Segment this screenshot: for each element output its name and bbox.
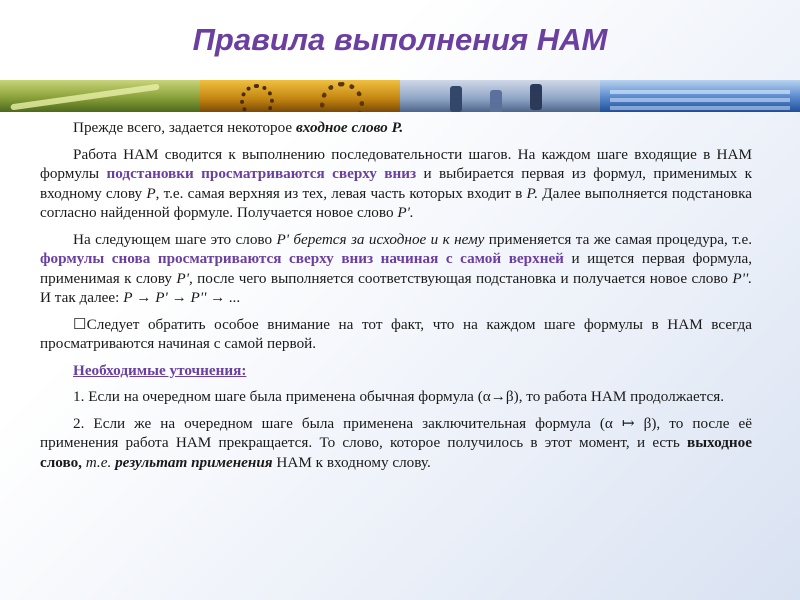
text: На следующем шаге это слово [73,230,277,248]
text: И так далее: [40,289,124,306]
symbol-p: Р [146,184,156,202]
slide-content [40,118,752,479]
text: и выбирается первая из формул, применимых к входному слову [40,165,752,202]
paragraph-next-step [40,230,752,308]
text: применяется та же самая процедура, т.е. [484,230,752,248]
text: , т.е. самая верхняя из тех, левая часть которых входит в [155,184,527,202]
text: Работа НАМ сводится к выполнению последовательности шагов. На каждом шаге входящие в НАМ формулы [40,145,752,182]
term-result: результат применения [115,453,273,471]
subheading-clarifications [40,361,752,381]
slide-title: Правила выполнения НАМ [192,22,608,57]
abbr-ie: т.е. [85,453,112,471]
paragraph-rule-1: 1. Если на очередном шаге была применена обычная формула (α→β), то работа НАМ продолжается. [73,388,725,405]
image-banner [0,80,800,112]
text: после чего выполняется соответствующая подстановка и получается новое слово [192,269,733,287]
highlight-rescan: формулы снова просматриваются сверху вниз начиная с самой верхней [40,250,564,267]
sequence-formula: Р → Р' → Р'' → ... [123,289,241,306]
symbol-p-prime: Р'. [397,204,414,221]
field-image [0,80,200,112]
symbol-p: Р. [526,184,539,202]
lab-image [400,80,600,112]
term-output-word: выходное слово, [40,434,752,471]
symbol-p-double-prime: Р''. [732,269,752,287]
term-input-word: входное слово Р. [295,119,404,136]
italic-phrase: Р' берется за исходное и к нему [276,230,485,248]
text: НАМ к входному слову. [272,453,431,471]
paragraph-input-word [40,118,752,138]
checkbox-bullet-icon: ☐ [73,315,87,333]
highlight-scan-order: подстановки просматриваются сверху вниз [106,165,417,182]
symbol-p-prime: Р', [176,269,193,287]
text: Далее выполняется подстановка согласно найденной формуле. Получается новое слово [40,184,752,221]
subheading-text: Необходимые уточнения: [73,361,247,379]
text: и ищется первая формула, применимая к слову [40,250,752,287]
note-text: Следует обратить особое внимание на тот факт, что на каждом шаге формулы в НАМ всегда просматриваются начиная с самой первой. [40,315,752,352]
paragraph-work [40,145,752,223]
gears-image [200,80,400,112]
paragraph-rule-2 [40,414,752,473]
paragraph-note [40,315,752,354]
keyboard-image [600,80,800,112]
text: 2. Если же на очередном шаге была применена заключительная формула (α ↦ β), то после её применения работа НАМ прекращается. То слово, которое получилось в этот момент, и есть [40,414,752,451]
text: Прежде всего, задается некоторое [73,119,296,136]
